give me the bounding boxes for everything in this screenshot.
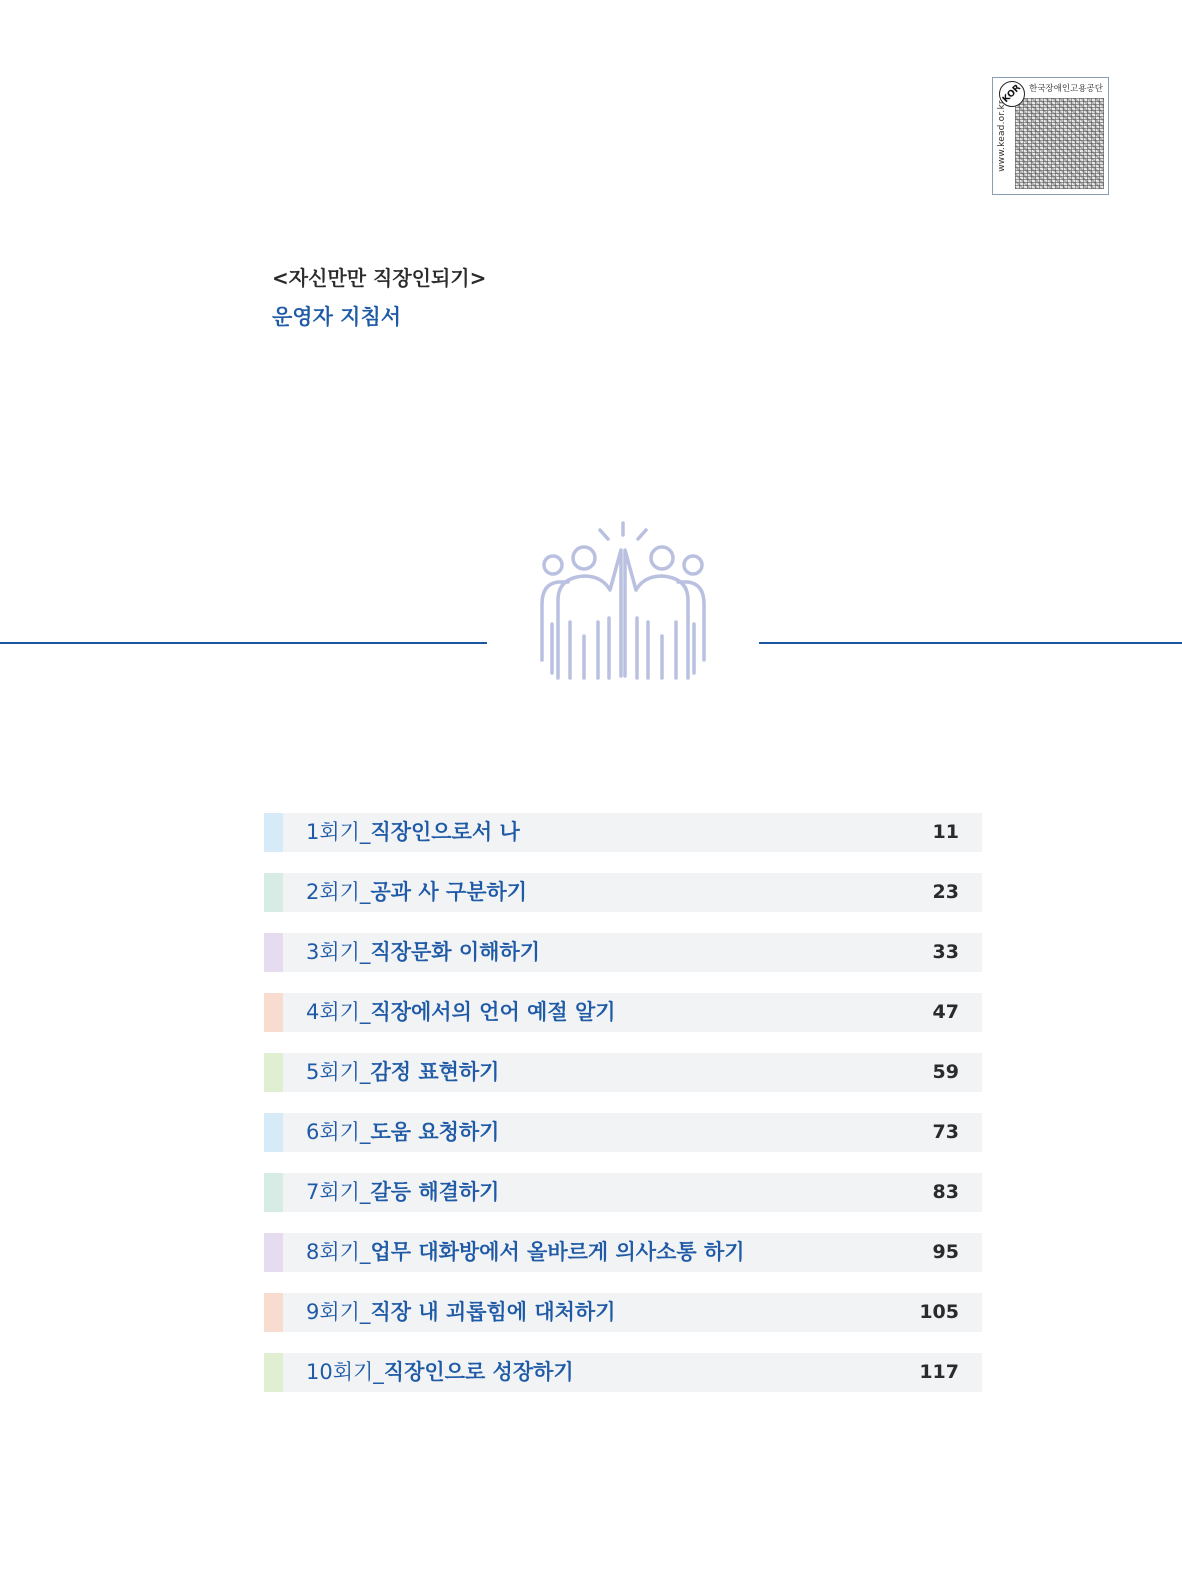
toc-item-title: 도움 요청하기 <box>370 1120 500 1144</box>
toc-color-tab <box>264 873 283 912</box>
badge-organization: 한국장애인고용공단 <box>1029 84 1103 94</box>
toc-item-title: 직장 내 괴롭힘에 대처하기 <box>370 1300 616 1324</box>
toc-item-session-number: 3회기_ <box>306 940 371 964</box>
toc-item[interactable] <box>264 993 982 1032</box>
toc-item-title: 직장에서의 언어 예절 알기 <box>370 1000 616 1024</box>
toc-color-tab <box>264 1113 283 1152</box>
toc-item-label <box>306 933 540 972</box>
toc-item-page-number: 47 <box>932 1001 959 1023</box>
toc-item[interactable] <box>264 933 982 972</box>
toc-item-label <box>306 873 527 912</box>
toc-item[interactable] <box>264 1053 982 1092</box>
toc-item-label <box>306 1353 574 1392</box>
toc-item-page-number: 83 <box>932 1181 959 1203</box>
toc-color-tab <box>264 933 283 972</box>
toc-item-label <box>306 1173 499 1212</box>
toc-item-title: 갈등 해결하기 <box>370 1180 500 1204</box>
toc-item[interactable] <box>264 1233 982 1272</box>
toc-item-session-number: 4회기_ <box>306 1000 371 1024</box>
toc-item-label <box>306 1233 745 1272</box>
table-of-contents <box>264 813 982 1413</box>
toc-item[interactable] <box>264 873 982 912</box>
kor-mark-text: KOR <box>1000 82 1024 106</box>
toc-item-title: 공과 사 구분하기 <box>370 880 528 904</box>
toc-item-label <box>306 1293 616 1332</box>
high-five-people-icon <box>528 518 718 693</box>
toc-item-label <box>306 993 616 1032</box>
toc-item-page-number: 117 <box>919 1361 959 1383</box>
toc-item-title: 직장인으로 성장하기 <box>383 1360 574 1384</box>
toc-item[interactable] <box>264 1353 982 1392</box>
divider-right <box>759 642 1182 644</box>
kead-qr-badge <box>992 77 1109 195</box>
toc-item-page-number: 59 <box>932 1061 959 1083</box>
toc-color-tab <box>264 993 283 1032</box>
toc-item-page-number: 23 <box>932 881 959 903</box>
page-title: 운영자 지침서 <box>272 305 402 329</box>
toc-item-page-number: 95 <box>932 1241 959 1263</box>
toc-item[interactable] <box>264 1293 982 1332</box>
toc-item-page-number: 105 <box>919 1301 959 1323</box>
toc-item[interactable] <box>264 1173 982 1212</box>
toc-item-session-number: 9회기_ <box>306 1300 371 1324</box>
badge-url: www.kead.or.kr <box>996 100 1007 172</box>
page-subtitle: <자신만만 직장인되기> <box>272 266 487 290</box>
toc-item-session-number: 10회기_ <box>306 1360 384 1384</box>
toc-item-title: 직장문화 이해하기 <box>370 940 541 964</box>
toc-item[interactable] <box>264 813 982 852</box>
toc-item-title: 업무 대화방에서 올바르게 의사소통 하기 <box>370 1240 745 1264</box>
toc-item-page-number: 33 <box>932 941 959 963</box>
toc-color-tab <box>264 1053 283 1092</box>
toc-item-label <box>306 1113 499 1152</box>
toc-item-session-number: 2회기_ <box>306 880 371 904</box>
toc-item-session-number: 6회기_ <box>306 1120 371 1144</box>
toc-color-tab <box>264 1353 283 1392</box>
qr-code <box>1015 98 1104 189</box>
toc-item-label <box>306 1053 499 1092</box>
toc-item-session-number: 1회기_ <box>306 820 371 844</box>
toc-color-tab <box>264 1173 283 1212</box>
toc-item-label <box>306 813 520 852</box>
toc-color-tab <box>264 813 283 852</box>
toc-item-page-number: 11 <box>932 821 959 843</box>
toc-item-session-number: 8회기_ <box>306 1240 371 1264</box>
toc-item-session-number: 5회기_ <box>306 1060 371 1084</box>
divider-left <box>0 642 487 644</box>
toc-item-page-number: 73 <box>932 1121 959 1143</box>
toc-item-title: 직장인으로서 나 <box>370 820 520 844</box>
toc-item-title: 감정 표현하기 <box>370 1060 500 1084</box>
toc-item-session-number: 7회기_ <box>306 1180 371 1204</box>
toc-color-tab <box>264 1233 283 1272</box>
toc-item[interactable] <box>264 1113 982 1152</box>
toc-color-tab <box>264 1293 283 1332</box>
